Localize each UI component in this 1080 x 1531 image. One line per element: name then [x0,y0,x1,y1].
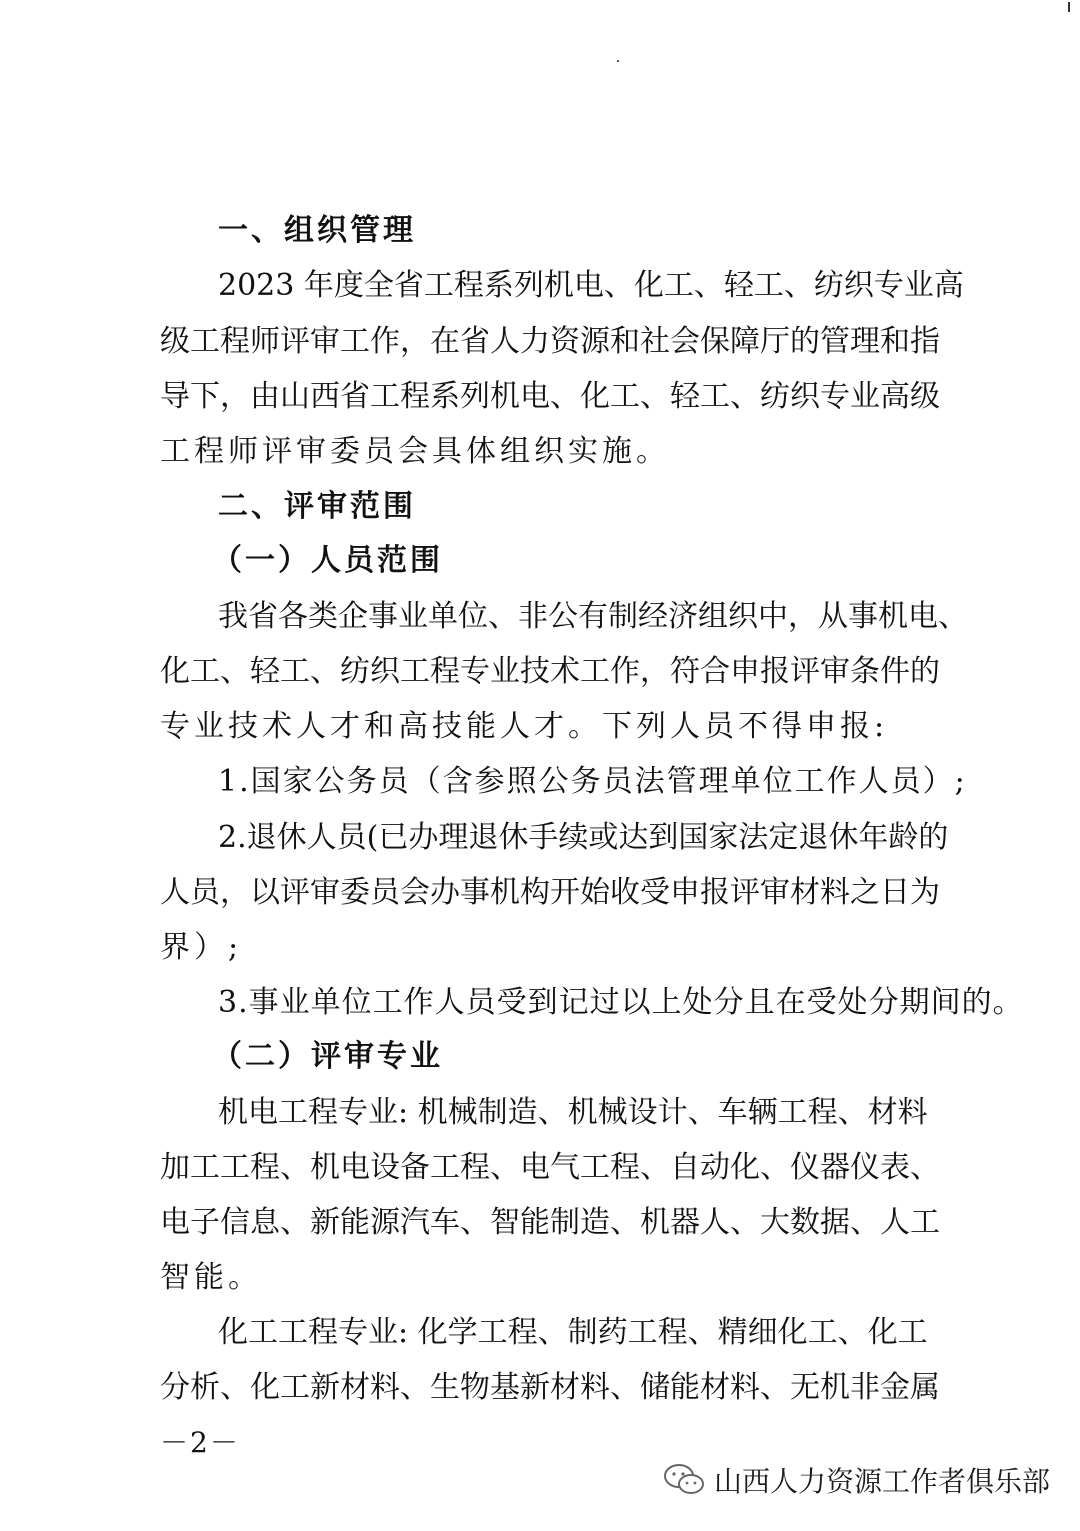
page-number: －2－ [160,1426,240,1459]
scan-speck [617,60,619,62]
heading-review-scope: 二、评审范围 [218,489,416,524]
list-item: 2.退休人员(已办理退休手续或达到国家法定退休年龄的 [218,820,949,855]
paragraph-line: 化工、轻工、纺织工程专业技术工作，符合申报评审条件的 [160,654,940,689]
paragraph-line: 机电工程专业: 机械制造、机械设计、车辆工程、材料 [218,1095,928,1130]
list-item: 人员，以评审委员会办事机构开始收受申报评审材料之日为 [160,875,940,910]
subheading-review-specialties: （二）评审专业 [212,1039,443,1074]
watermark-text: 山西人力资源工作者俱乐部 [713,1465,1050,1498]
watermark [662,1460,1050,1500]
paragraph-line: 2023 年度全省工程系列机电、化工、轻工、纺织专业高 [218,268,964,303]
scan-edge-mark [1068,2,1070,12]
paragraph-line: 分析、化工新材料、生物基新材料、储能材料、无机非金属 [160,1370,940,1405]
paragraph-line: 智能。 [160,1260,262,1295]
heading-organization: 一、组织管理 [218,213,416,248]
paragraph-line: 我省各类企事业单位、非公有制经济组织中，从事机电、 [218,599,968,634]
list-item: 1.国家公务员（含参照公务员法管理单位工作人员）; [218,764,967,799]
wechat-icon [662,1462,706,1498]
paragraph-line: 加工工程、机电设备工程、电气工程、自动化、仪器仪表、 [160,1150,940,1185]
paragraph-line: 工程师评审委员会具体组织实施。 [160,434,670,469]
list-item: 界）; [160,930,243,965]
paragraph-line: 专业技术人才和高技能人才。下列人员不得申报: [160,709,889,744]
subheading-personnel-scope: （一）人员范围 [212,543,443,578]
paragraph-line: 电子信息、新能源汽车、智能制造、机器人、大数据、人工 [160,1205,940,1240]
paragraph-line: 导下，由山西省工程系列机电、化工、轻工、纺织专业高级 [160,379,940,414]
paragraph-line: 化工工程专业: 化学工程、制药工程、精细化工、化工 [218,1315,928,1350]
list-item: 3.事业单位工作人员受到记过以上处分且在受处分期间的。 [218,985,1024,1020]
paragraph-line: 级工程师评审工作，在省人力资源和社会保障厅的管理和指 [160,324,940,359]
